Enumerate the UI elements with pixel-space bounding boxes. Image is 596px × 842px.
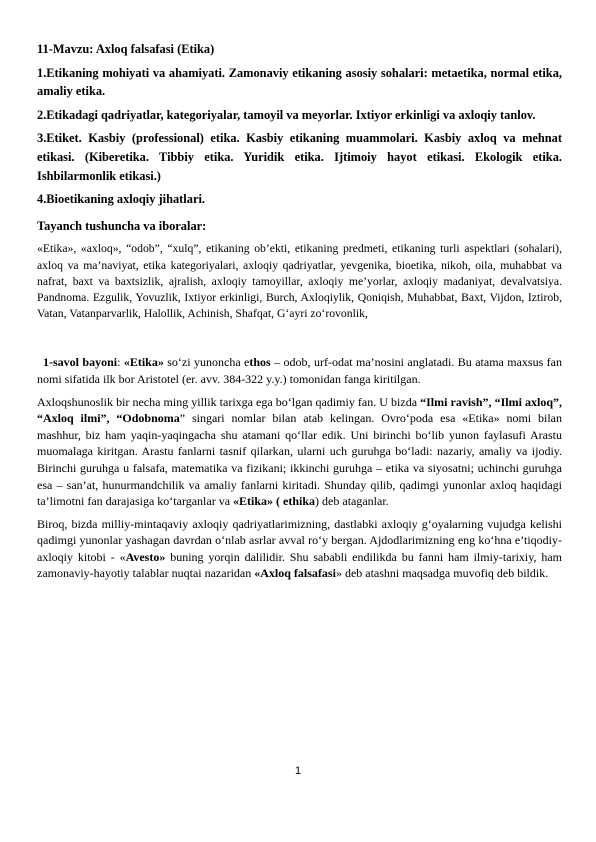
term-axloq-falsafasi: «Axloq falsafasi xyxy=(254,566,336,581)
term-ethika: «Etika» ( ethika xyxy=(233,494,316,509)
outline-item-2: 2.Etikadagi qadriyatlar, kategoriyalar, tamoyil va meyorlar. Ixtiyor erkinligi va axloqiy tanlov. xyxy=(37,107,536,122)
outline-item-1: 1.Etikaning mohiyati va ahamiyati. Zamonaviy etikaning asosiy sohalari: metaetika, normal etika, amaliy etika. xyxy=(37,65,562,99)
outline-item-3: 3.Etiket. Kasbiy (professional) etika. Kasbiy etikaning muammolari. Kasbiy axloq va mehnat etikasi. (Kiberetika. Tibbiy etika. Yuridik etika. Ijtimoiy hayot etikasi. Ekologik etika. Ishbilarmonlik etikasi.) xyxy=(37,131,562,183)
outline-item-4: 4.Bioetikaning axloqiy jihatlari. xyxy=(37,192,205,207)
paragraph-avesto: Biroq, bizda milliy-mintaqaviy axloqiy qadriyatlarimizning, dastlabki axloqiy g‘oyalarning vujudga kelishi qadimgi yunonlar yashagan davrdan o‘nlab asrlar avval ro‘y bergan. Ajdodlarimizning eng ko‘hna e’tiqodiy-axloqiy kitobi - «Avesto» buning yorqin dalilidir. Shu sababli endilikda bu fanni ham ilmiy-tarixiy, ham zamonaviy-hayotiy talablar nuqtai nazaridan «Axloq falsafasi» deb atashni maqsadga muvofiq deb bildik. xyxy=(37,516,562,581)
paragraph-question-1: 1-savol bayoni: «Etika» so‘zi yunoncha ethos – odob, urf-odat ma’nosini anglatadi. Bu atama maxsus fan nomi sifatida ilk bor Aristotel (er. avv. 384-322 y.y.) tomonidan fanga kiritilgan. xyxy=(37,355,562,386)
document-page xyxy=(37,40,562,582)
page-number: 1 xyxy=(294,765,302,777)
paragraph-history: Axloqshunoslik bir necha ming yillik tarixga ega bo‘lgan qadimiy fan. U bizda “Ilmi ravish”, “Ilmi axloq”, “Axloq ilmi”, “Odobnoma” singari nomlar bilan atab kelingan. Ovro‘poda esa «Etika» nomi bilan mashhur, biz ham yaqin-yaqingacha shu atamani qo‘llar edik. Uni birinchi bo‘lib yunon faylasufi Arastu muomalaga kiritgan. Arastu fanlarni tasnif qilarkan, ularni uch guruhga bo‘ladi: nazariy, amaliy va ijodiy. Birinchi guruhga u falsafa, matematika va fizikani; ikkinchi guruhga – etika va siyosatni; uchinchi guruhga esa – san’at, hunurmandchilik va amaliy fanlarni kiritadi. Shunday qilib, qadimgi yunonlar axloq haqidagi ta’limotni fan darajasiga ko‘targanlar va «Etika» ( ethika) deb ataganlar. xyxy=(37,394,563,509)
question-label: 1-savol bayoni xyxy=(43,355,118,370)
term-etika: «Etika» xyxy=(123,355,164,370)
historic-names: “Ilmi ravish”, “Ilmi axloq”, “Axloq ilmi”, “Odobnoma xyxy=(37,394,563,426)
key-terms-heading: Tayanch tushuncha va iboralar: xyxy=(37,218,207,233)
spacer xyxy=(37,322,562,348)
lecture-title: 11-Mavzu: Axloq falsafasi (Etika) xyxy=(37,42,215,56)
term-avesto: Avesto» xyxy=(125,549,166,564)
term-thos: thos xyxy=(249,355,271,370)
key-terms-list: «Etika», «axloq», “odob”, “xulq”, etikaning ob’ekti, etikaning predmeti, etikaning turli aspektlari (sohalari), axloq va ma’naviyat, etika kategoriyalari, axloqiy qadriyatlar, yevgenika, bioetika, nikoh, oila, muhabbat va nafrat, baxt va baxtsizlik, ajralish, axloqiy tamoyillar, axloqiy me’yorlar, axloqiy madaniyat, devalvatsiya. Pandnoma. Ezgulik, Yovuzlik, Ixtiyor erkinligi, Burch, Axloqiylik, Qoniqish, Muhabbat, Baxt, Vijdon, Iztirob, Vatan, Vatanparvarlik, Halollik, Achinish, Shafqat, G‘ayri zo‘rovonlik, xyxy=(37,242,562,321)
